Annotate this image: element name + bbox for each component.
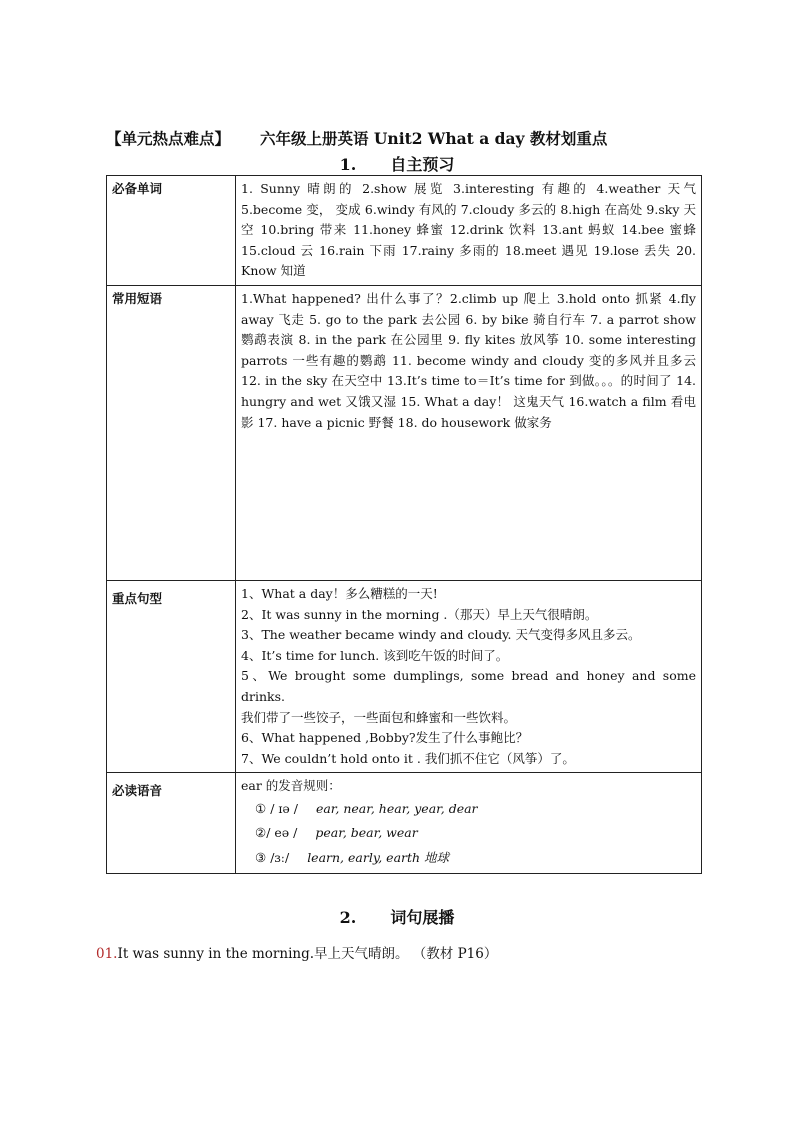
- table-row: [107, 285, 702, 580]
- phonetic-symbol: /ɜː/: [270, 849, 290, 865]
- pronunciation-line: [241, 846, 696, 871]
- pronunciation-cell: [236, 773, 702, 874]
- pronunciation-intro: ear 的发音规则：: [241, 778, 341, 794]
- row-label: 必读语音: [107, 773, 236, 874]
- example-words: ear, near, hear, year, dear: [315, 800, 478, 816]
- sentences-cell: [236, 580, 702, 772]
- section-1-heading: [0, 152, 794, 175]
- sentence-line: 3、The weather became windy and cloudy. 天气变得多风且多云。: [241, 627, 641, 643]
- section-1-number: 1.: [339, 155, 357, 174]
- list-marker: ①: [255, 800, 267, 816]
- sentence-line: 4、It’s time for lunch. 该到吃午饭的时间了。: [241, 647, 509, 663]
- pronunciation-line: [241, 821, 696, 846]
- table-row: [107, 176, 702, 286]
- sentence-line: 5、We brought some dumplings, some bread and honey and some drinks.: [241, 668, 696, 704]
- sentence-line: 7、We couldn’t hold onto it . 我们抓不住它（风筝）了。: [241, 750, 575, 766]
- example-words: pear, bear, wear: [315, 825, 418, 841]
- section-2-title: 词句展播: [390, 908, 455, 927]
- sentence-line: 1、What a day！多么糟糕的一天!: [241, 585, 438, 601]
- sentence-line: 我们带了一些饺子，一些面包和蜂蜜和一些饮料。: [241, 709, 517, 725]
- section-1-title: 自主预习: [390, 155, 455, 174]
- example-text: It was sunny in the morning.早上天气晴朗。 （教材 P16）: [117, 946, 498, 962]
- section-2-heading: [0, 905, 794, 928]
- table-row: [107, 773, 702, 874]
- title-tag: 【单元热点难点】: [106, 129, 231, 148]
- pronunciation-line: [241, 797, 696, 822]
- example-index: 01.: [96, 946, 118, 962]
- row-label: 重点句型: [107, 580, 236, 772]
- sentence-line: 6、What happened ,Bobby?发生了什么事鲍比？: [241, 730, 529, 746]
- phrases-cell: 1.What happened? 出什么事了？2.climb up 爬上 3.hold onto 抓紧 4.fly away 飞走 5. go to the park 去公园 6. by bike 骑自行车 7. a parrot show 鹦鹉表演 8. in the park 在公园里 9. fly kites 放风筝 10. some interesting parrots 一些有趣的鹦鹉 11. become windy and cloudy 变的多风并且多云 12. in the sky 在天空中 13.It’s time to＝It’s time for 到做。。。的时间了 14. hungry and wet 又饿又湿 15. What a day！ 这鬼天气 16.watch a film 看电影 17. have a picnic 野餐 18. do housework 做家务: [236, 285, 702, 580]
- phonetic-symbol: / ɪə /: [270, 800, 298, 816]
- row-label: 必备单词: [107, 176, 236, 286]
- title-text: 六年级上册英语 Unit2 What a day 教材划重点: [260, 129, 608, 148]
- list-marker: ②: [255, 825, 267, 841]
- sentence-line: 2、It was sunny in the morning .（那天）早上天气很晴朗。: [241, 606, 598, 622]
- row-label: 常用短语: [107, 285, 236, 580]
- phonetic-symbol: / eə /: [266, 825, 298, 841]
- example-words: learn, early, earth 地球: [307, 849, 450, 865]
- example-sentence: [96, 942, 497, 962]
- document-title: [106, 127, 706, 149]
- section-2-number: 2.: [339, 908, 357, 927]
- key-points-table: [106, 175, 702, 874]
- list-marker: ③: [255, 849, 267, 865]
- table-row: [107, 580, 702, 772]
- vocabulary-cell: 1. Sunny 晴朗的 2.show 展览 3.interesting 有趣的 4.weather 天气 5.become 变， 变成 6.windy 有风的 7.cloudy 多云的 8.high 在高处 9.sky 天空 10.bring 带来 11.honey 蜂蜜 12.drink 饮料 13.ant 蚂蚁 14.bee 蜜蜂 15.cloud 云 16.rain 下雨 17.rainy 多雨的 18.meet 遇见 19.lose 丢失 20. Know 知道: [236, 176, 702, 286]
